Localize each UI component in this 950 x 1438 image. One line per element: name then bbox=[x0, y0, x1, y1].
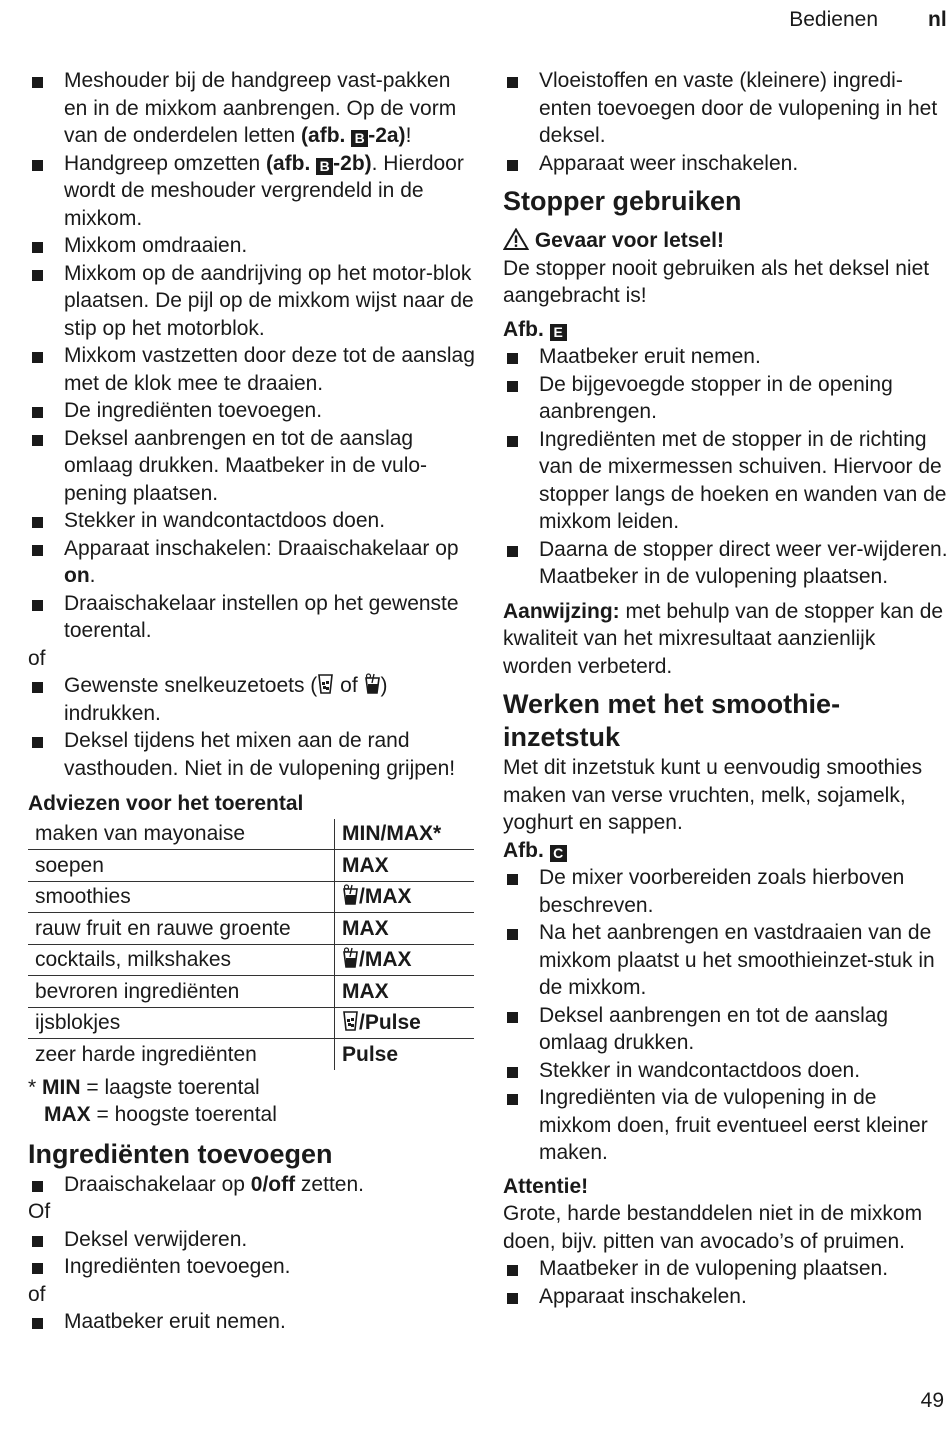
fig-ref: (afb. bbox=[265, 151, 317, 175]
value-text: /MAX bbox=[359, 885, 412, 908]
list-item: Deksel tijdens het mixen aan de rand vasthouden. Niet in de vulopening grijpen! bbox=[28, 727, 478, 782]
table-row bbox=[28, 850, 474, 882]
value-text: /MAX bbox=[359, 948, 412, 971]
list-item: Ingrediënten met de stopper in de richting van de mixermessen schuiven. Hiervoor de stopper langs de hoeken en wanden van de mixkom leiden. bbox=[503, 426, 950, 536]
row-label: rauw fruit en rauwe groente bbox=[28, 913, 335, 945]
list-item bbox=[28, 1171, 478, 1199]
list-item bbox=[28, 150, 478, 233]
figure-ref bbox=[503, 316, 950, 344]
value-text: MAX bbox=[342, 853, 389, 877]
table-row bbox=[28, 1007, 474, 1039]
hint-paragraph bbox=[503, 598, 950, 681]
row-label: ijsblokjes bbox=[28, 1007, 335, 1039]
header-section: Bedienen bbox=[789, 8, 878, 31]
list-item bbox=[28, 67, 478, 150]
ice-icon bbox=[317, 673, 334, 695]
list-item bbox=[28, 535, 478, 590]
row-label: smoothies bbox=[28, 881, 335, 913]
row-value bbox=[335, 1007, 475, 1039]
row-label: cocktails, milkshakes bbox=[28, 944, 335, 976]
figure-badge: B bbox=[351, 130, 368, 147]
value-text: MAX bbox=[342, 979, 389, 1003]
list-item: De mixer voorbereiden zoals hierboven beschreven. bbox=[503, 864, 950, 919]
smoothie-icon bbox=[342, 947, 359, 969]
item-bold: 0/off bbox=[250, 1172, 296, 1196]
figure-ref bbox=[503, 837, 950, 865]
item-text: zetten. bbox=[295, 1172, 364, 1196]
footnote-term: MIN bbox=[42, 1075, 81, 1099]
value-text: /Pulse bbox=[359, 1011, 421, 1034]
item-text: Draaischakelaar op bbox=[64, 1172, 251, 1196]
value-text: MIN/MAX* bbox=[342, 822, 442, 845]
list-item: Deksel verwijderen. bbox=[28, 1226, 478, 1254]
figure-label: Afb. bbox=[503, 317, 550, 341]
footnote-marker: * bbox=[28, 1075, 43, 1099]
row-value bbox=[335, 850, 475, 882]
list-item: Mixkom omdraaien. bbox=[28, 232, 478, 260]
table-row bbox=[28, 944, 474, 976]
row-label: soepen bbox=[28, 850, 335, 882]
item-text: Gewenste snelkeuzetoets ( bbox=[64, 674, 318, 697]
list-item: Vloeistoffen en vaste (kleinere) ingredi-enten toevoegen door de vulopening in het deksel. bbox=[503, 67, 950, 150]
list-item: Na het aanbrengen en vastdraaien van de mixkom plaatst u het smoothieinzet-stuk in de mixkom. bbox=[503, 919, 950, 1002]
or-text: of bbox=[28, 646, 46, 670]
fig-ref: (afb. bbox=[301, 124, 352, 147]
row-value bbox=[335, 819, 475, 850]
list-item: Maatbeker in de vulopening plaatsen. bbox=[503, 1255, 950, 1283]
instruction-list bbox=[28, 67, 478, 645]
section-heading: Ingrediënten toevoegen bbox=[28, 1138, 333, 1169]
warning-title bbox=[503, 227, 950, 255]
row-value bbox=[335, 913, 475, 945]
intro-text: Met dit inzetstuk kunt u eenvoudig smoothies maken van verse vruchten, melk, sojamelk, yoghurt en sappen. bbox=[503, 756, 923, 834]
row-value bbox=[335, 881, 475, 913]
row-label: maken van mayonaise bbox=[28, 819, 335, 850]
list-item: De ingrediënten toevoegen. bbox=[28, 397, 478, 425]
list-item: Apparaat weer inschakelen. bbox=[503, 150, 950, 178]
list-item: Maatbeker eruit nemen. bbox=[503, 343, 950, 371]
item-text: ! bbox=[405, 124, 412, 147]
warning-text: De stopper nooit gebruiken als het deksel niet aangebracht is! bbox=[503, 256, 930, 307]
list-item: Stekker in wandcontactdoos doen. bbox=[503, 1057, 950, 1085]
list-item: De bijgevoegde stopper in de opening aanbrengen. bbox=[503, 371, 950, 426]
figure-badge: C bbox=[550, 845, 567, 862]
smoothie-icon bbox=[364, 673, 381, 695]
warning-title-text: Gevaar voor letsel! bbox=[534, 229, 724, 252]
list-item: Mixkom op de aandrijving op het motor-blok plaatsen. De pijl op de mixkom wijst naar de stip op het motorblok. bbox=[28, 260, 478, 343]
attention-title: Attentie! bbox=[503, 1174, 589, 1198]
footnote bbox=[28, 1074, 478, 1102]
or-text: Of bbox=[28, 1200, 51, 1223]
footnote-term: MAX bbox=[44, 1103, 91, 1126]
table-row bbox=[28, 913, 474, 945]
row-label: bevroren ingrediënten bbox=[28, 976, 335, 1008]
item-text: Apparaat inschakelen: Draaischakelaar op bbox=[64, 536, 459, 560]
footnote-text: = hoogste toerental bbox=[90, 1103, 277, 1126]
item-text: ) indrukken. bbox=[64, 674, 388, 725]
fig-ref: -2a) bbox=[368, 124, 406, 147]
item-text: Handgreep omzetten bbox=[64, 151, 266, 175]
left-column bbox=[28, 67, 478, 1336]
row-value bbox=[335, 944, 475, 976]
section-heading: Werken met het smoothie-inzetstuk bbox=[503, 689, 841, 752]
row-label: zeer harde ingrediënten bbox=[35, 1042, 257, 1066]
list-item: Deksel aanbrengen en tot de aanslag omlaag drukken. bbox=[503, 1002, 950, 1057]
list-item bbox=[28, 672, 478, 727]
speed-table bbox=[28, 819, 474, 1070]
footnote-text: = laagste toerental bbox=[80, 1075, 260, 1099]
list-item: Daarna de stopper direct weer ver-wijderen. Maatbeker in de vulopening plaatsen. bbox=[503, 536, 950, 591]
ice-icon bbox=[342, 1010, 359, 1032]
table-title: Adviezen voor het toerental bbox=[28, 792, 304, 815]
list-item: Ingrediënten toevoegen. bbox=[28, 1253, 478, 1281]
item-bold: on bbox=[64, 564, 90, 587]
fig-ref: -2b) bbox=[333, 151, 372, 175]
footnote bbox=[28, 1101, 478, 1129]
smoothie-icon bbox=[342, 884, 359, 906]
hint-label: Aanwijzing: bbox=[503, 599, 620, 623]
list-item: Deksel aanbrengen en tot de aanslag omlaag drukken. Maatbeker in de vulo-pening plaatsen. bbox=[28, 425, 478, 508]
list-item: Apparaat inschakelen. bbox=[503, 1283, 950, 1311]
figure-badge: B bbox=[316, 158, 333, 175]
figure-badge: E bbox=[550, 324, 567, 341]
row-value bbox=[335, 976, 475, 1008]
hint-text: met behulp van de stopper kan de kwaliteit van het mixresultaat aanzienlijk worden verbeterd. bbox=[503, 599, 944, 678]
item-text: Meshouder bij de handgreep vast-pakken en in de mixkom aanbrengen. Op de vorm van de onderdelen letten bbox=[64, 69, 457, 147]
or-text: of bbox=[28, 1282, 46, 1306]
section-heading: Stopper gebruiken bbox=[503, 186, 742, 216]
page-number: 49 bbox=[920, 1389, 944, 1412]
list-item: Draaischakelaar instellen op het gewenste toerental. bbox=[28, 590, 478, 645]
list-item: Stekker in wandcontactdoos doen. bbox=[28, 507, 478, 535]
table-row bbox=[28, 976, 474, 1008]
attention-text: Grote, harde bestanddelen niet in de mixkom doen, bijv. pitten van avocado’s of pruimen. bbox=[503, 1202, 923, 1253]
item-text: of bbox=[334, 674, 364, 697]
table-row bbox=[28, 819, 474, 850]
list-item: Mixkom vastzetten door deze tot de aanslag met de klok mee te draaien. bbox=[28, 342, 478, 397]
table-row bbox=[28, 1039, 474, 1070]
value-text: Pulse bbox=[342, 1042, 399, 1066]
figure-label: Afb. bbox=[503, 838, 550, 862]
table-row bbox=[28, 881, 474, 913]
value-text: MAX bbox=[342, 916, 389, 940]
row-value bbox=[335, 1039, 475, 1070]
list-item: Maatbeker eruit nemen. bbox=[28, 1308, 478, 1336]
header-language: nl bbox=[928, 8, 947, 31]
item-text: . Hierdoor wordt de meshouder vergrendeld in de mixkom. bbox=[64, 151, 464, 230]
list-item: Ingrediënten via de vulopening in de mixkom doen, fruit eventueel eerst kleiner maken. bbox=[503, 1084, 950, 1167]
right-column bbox=[503, 67, 950, 1310]
warning-icon bbox=[503, 228, 529, 250]
item-text: . bbox=[89, 564, 96, 587]
